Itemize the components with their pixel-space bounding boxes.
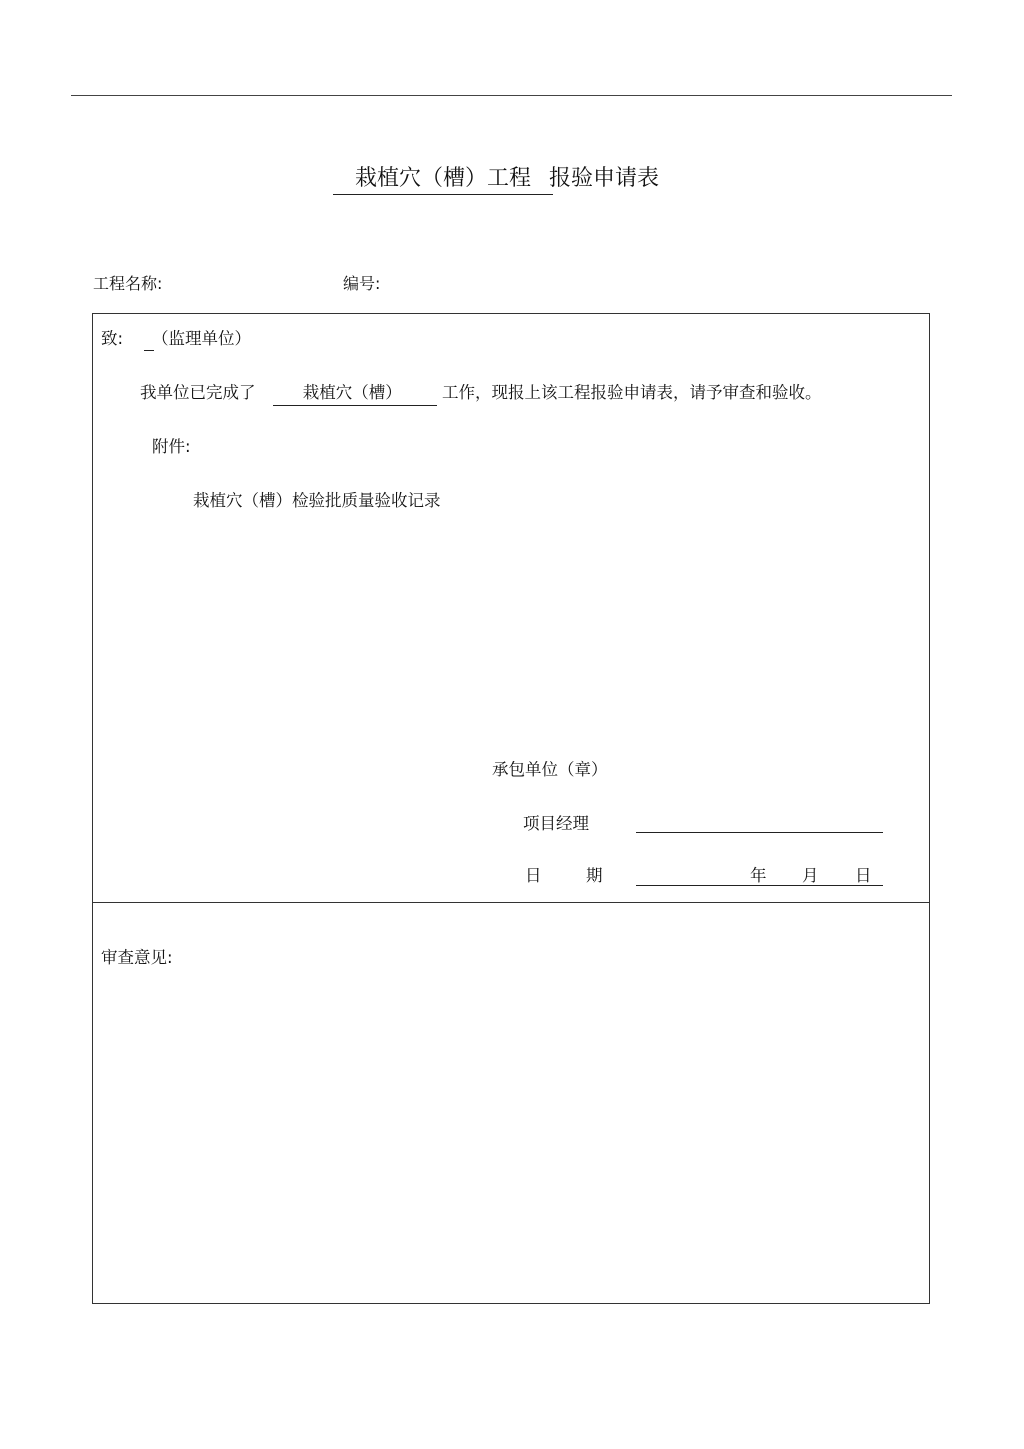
manager-signature-line[interactable] <box>636 832 883 833</box>
to-label: 致: <box>101 329 124 348</box>
work-name-field[interactable] <box>273 381 437 406</box>
title-fill-text: 栽植穴（槽）工程 <box>355 166 532 191</box>
day-label: 日 <box>855 866 872 885</box>
to-value: （监理单位） <box>152 329 251 348</box>
statement-line <box>140 381 822 406</box>
attachment-label: 附件: <box>152 437 191 456</box>
attachment-item: 栽植穴（槽）检验批质量验收记录 <box>193 491 441 510</box>
month-label: 月 <box>802 866 819 885</box>
year-label: 年 <box>750 866 767 885</box>
page-title: 报验申请表 <box>549 166 660 191</box>
statement-suffix: 工作，现报上该工程报验申请表，请予审查和验收。 <box>442 383 822 402</box>
project-name-label: 工程名称: <box>93 274 163 293</box>
number-label: 编号: <box>343 274 381 293</box>
title-fill-field[interactable] <box>333 164 553 195</box>
manager-label: 项目经理 <box>523 814 589 833</box>
review-opinion-area[interactable] <box>96 975 926 1300</box>
statement-prefix: 我单位已完成了 <box>140 383 256 402</box>
date-label-period: 期 <box>586 866 603 885</box>
contractor-label: 承包单位（章） <box>492 760 608 779</box>
top-rule <box>71 95 952 96</box>
form-divider <box>92 902 930 903</box>
review-label: 审查意见: <box>101 948 173 967</box>
work-name-text: 栽植穴（槽） <box>302 383 402 402</box>
date-label-day: 日 <box>525 866 542 885</box>
